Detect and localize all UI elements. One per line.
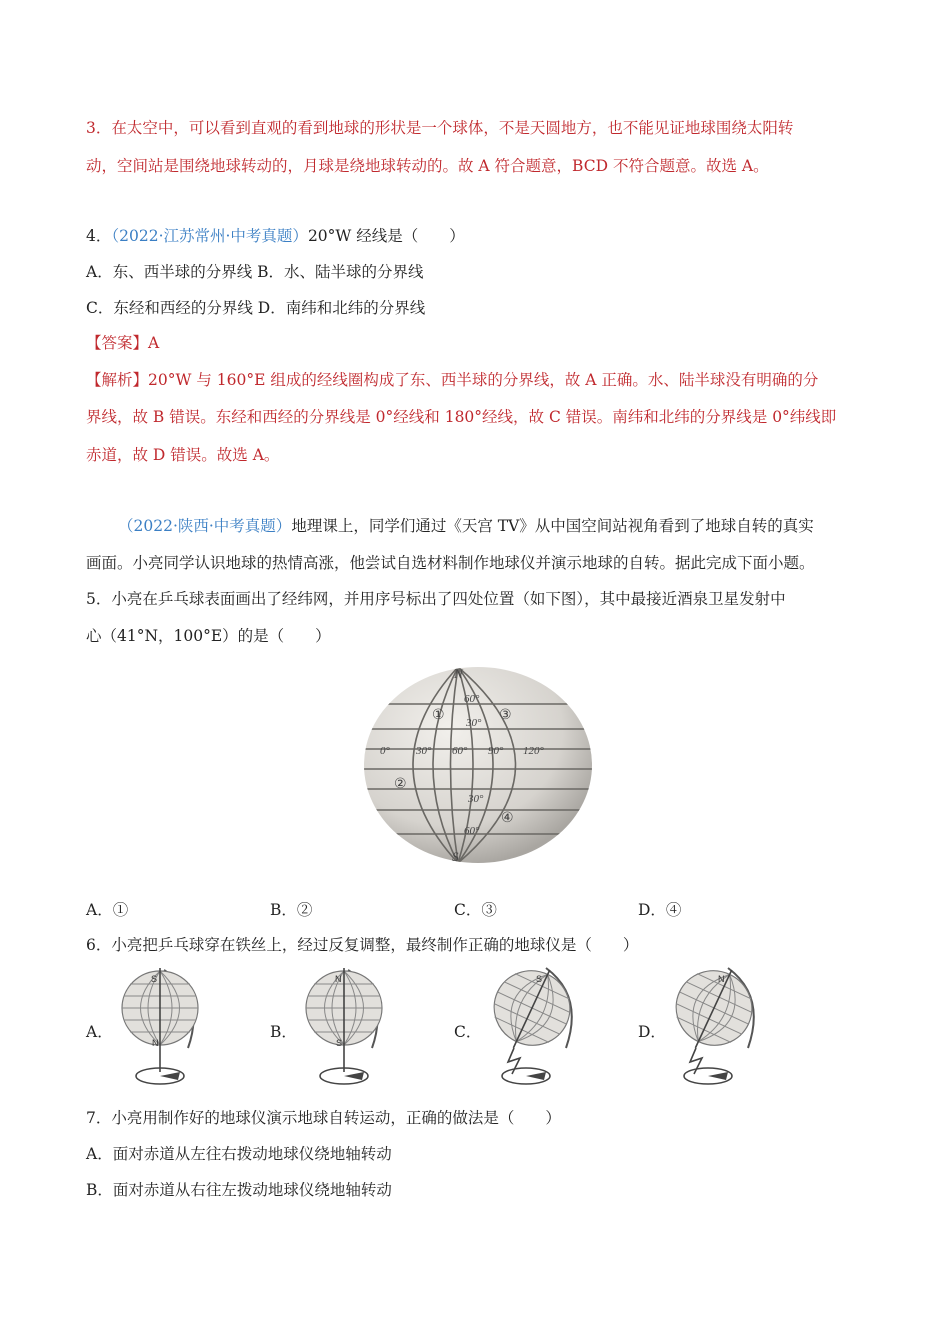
- q4-answer: 【答案】A: [86, 334, 160, 352]
- q5-option-c: C．③: [454, 901, 497, 919]
- globe-label-lon60: 60°: [452, 745, 468, 757]
- q4-stem: [86, 226, 465, 246]
- globe-a-bottom-label: N: [152, 1038, 159, 1048]
- group-intro-text: 地理课上，同学们通过《天宫 TV》从中国空间站视角看到了地球自转的真实: [291, 517, 814, 535]
- q4-options-cd: C．东经和西经的分界线 D．南纬和北纬的分界线: [86, 299, 426, 317]
- q6-globe-b: [300, 968, 390, 1088]
- q5-option-a: A．①: [86, 901, 129, 919]
- q6-option-a-label: A．: [86, 1023, 113, 1041]
- q3-explanation-line1: 3．在太空中，可以看到直观的看到地球的形状是一个球体，不是天圆地方，也不能见证地球围绕太阳转: [86, 119, 794, 137]
- group-intro-line2: 画面。小亮同学认识地球的热情高涨，他尝试自选材料制作地球仪并演示地球的自转。据此完成下面小题。: [86, 554, 815, 572]
- globe-point-4: ④: [501, 810, 514, 826]
- group-intro-line1: [118, 516, 814, 536]
- globe-point-1: ①: [432, 707, 445, 723]
- q6-option-c-label: C．: [454, 1023, 482, 1041]
- q7-stem: 7．小亮用制作好的地球仪演示地球自转运动，正确的做法是（ ）: [86, 1109, 561, 1127]
- q5-stem-line2: 心（41°N，100°E）的是（ ）: [86, 627, 331, 645]
- q5-globe-figure: [358, 664, 598, 866]
- q4-analysis-line2: 界线，故 B 错误。东经和西经的分界线是 0°经线和 180°经线，故 C 错误。南纬和北纬的分界线是 0°纬线即: [86, 408, 837, 426]
- globe-c-top-label: S: [536, 974, 543, 984]
- q4-stem-text: 20°W 经线是（ ）: [307, 227, 465, 245]
- q4-analysis-line1: 【解析】20°W 与 160°E 组成的经线圈构成了东、西半球的分界线，故 A 正确。水、陆半球没有明确的分: [86, 371, 819, 389]
- globe-a-top-label: S: [151, 974, 158, 984]
- globe-label-south: S: [452, 849, 459, 864]
- q6-globe-d: [668, 966, 764, 1088]
- globe-label-north: N: [454, 666, 463, 681]
- q5-option-d: D．④: [638, 901, 682, 919]
- q6-option-b-label: B．: [270, 1023, 297, 1041]
- q6-globe-a: [116, 968, 206, 1088]
- q6-option-d-label: D．: [638, 1023, 666, 1041]
- group-source: （2022·陕西·中考真题）: [118, 517, 292, 535]
- globe-label-lat60s: 60°: [464, 825, 480, 837]
- globe-b-bottom-label: S: [336, 1038, 343, 1048]
- globe-b-top-label: N: [335, 974, 342, 984]
- globe-point-3: ③: [499, 707, 512, 723]
- globe-label-lat60n: 60°: [464, 693, 480, 705]
- q6-stem: 6．小亮把乒乓球穿在铁丝上，经过反复调整，最终制作正确的地球仪是（ ）: [86, 936, 639, 954]
- q6-globe-c: [486, 966, 582, 1088]
- q5-stem-line1: 5．小亮在乒乓球表面画出了经纬网，并用序号标出了四处位置（如下图），其中最接近酒泉卫星发射中: [86, 590, 786, 608]
- globe-label-lat30n: 30°: [466, 717, 482, 729]
- q4-source: （2022·江苏常州·中考真题）: [111, 227, 308, 245]
- globe-d-top-label: N: [718, 974, 725, 984]
- q3-explanation-line2: 动，空间站是围绕地球转动的，月球是绕地球转动的。故 A 符合题意，BCD 不符合题意。故选 A。: [86, 157, 769, 175]
- q7-option-a: A．面对赤道从左往右拨动地球仪绕地轴转动: [86, 1145, 392, 1163]
- globe-label-lon0: 0°: [380, 745, 390, 757]
- q5-option-b: B．②: [270, 901, 313, 919]
- q7-option-b: B．面对赤道从右往左拨动地球仪绕地轴转动: [86, 1181, 392, 1199]
- globe-label-lon90: 90°: [488, 745, 504, 757]
- globe-label-lat30s: 30°: [468, 793, 484, 805]
- globe-point-2: ②: [394, 776, 407, 792]
- globe-label-lon30: 30°: [416, 745, 432, 757]
- globe-label-lon120: 120°: [523, 745, 544, 757]
- q4-options-ab: A．东、西半球的分界线 B．水、陆半球的分界线: [86, 263, 424, 281]
- q4-analysis-line3: 赤道，故 D 错误。故选 A。: [86, 446, 280, 464]
- q4-number: 4．: [86, 227, 112, 245]
